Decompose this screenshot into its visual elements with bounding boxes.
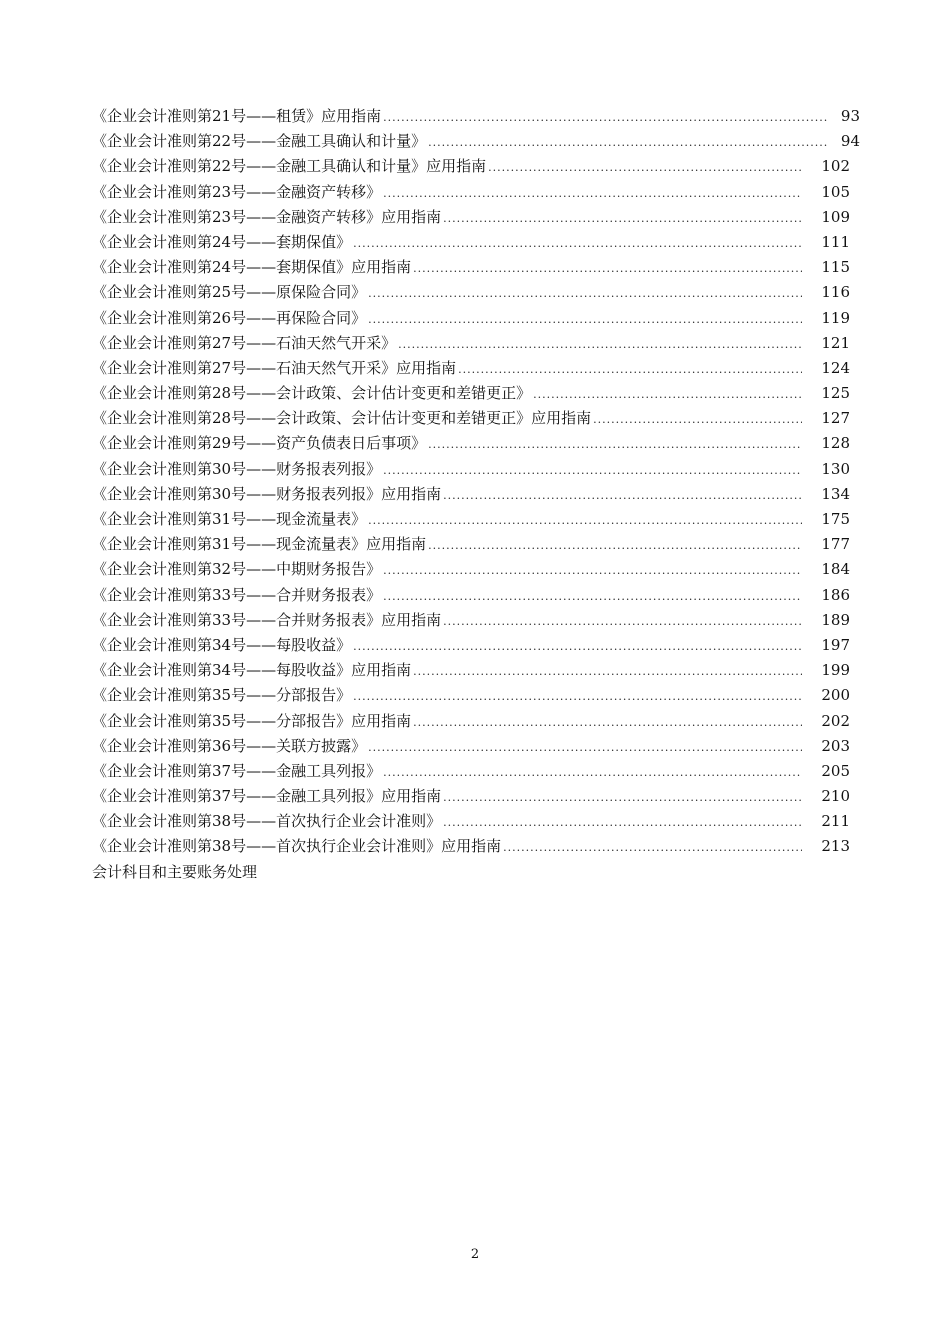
toc-entry-page: 197 <box>821 635 850 654</box>
toc-entry-page: 125 <box>821 384 850 403</box>
toc-entry-page: 111 <box>821 232 850 251</box>
toc-entry-title: 《企业会计准则第24号——套期保值》应用指南 <box>92 258 412 277</box>
toc-entry-title: 《企业会计准则第22号——金融工具确认和计量》 <box>92 132 427 151</box>
toc-entry[interactable] <box>92 834 860 859</box>
toc-dot-leader <box>443 810 802 835</box>
toc-entry-page: 94 <box>840 132 860 151</box>
toc-entry[interactable] <box>92 734 860 759</box>
toc-dot-leader <box>413 256 802 281</box>
toc-entry-title: 《企业会计准则第28号——会计政策、会计估计变更和差错更正》应用指南 <box>92 409 592 428</box>
toc-entry[interactable] <box>92 331 860 356</box>
toc-entry-title: 《企业会计准则第30号——财务报表列报》 <box>92 459 382 478</box>
toc-entry-page: 115 <box>821 258 850 277</box>
toc-entry[interactable] <box>92 406 860 431</box>
toc-entry[interactable] <box>92 104 860 129</box>
toc-entry[interactable] <box>92 431 860 456</box>
toc-entry-title: 《企业会计准则第34号——每股收益》应用指南 <box>92 661 412 680</box>
toc-entry-title: 《企业会计准则第34号——每股收益》 <box>92 635 352 654</box>
toc-dot-leader <box>383 458 802 483</box>
toc-entry-page: 134 <box>821 484 850 503</box>
toc-entry-page: 205 <box>821 761 850 780</box>
toc-entry-title: 《企业会计准则第23号——金融资产转移》应用指南 <box>92 207 442 226</box>
toc-dot-leader <box>443 609 802 634</box>
toc-entry[interactable] <box>92 381 860 406</box>
toc-entry-title: 《企业会计准则第23号——金融资产转移》 <box>92 182 382 201</box>
toc-entry-page: 121 <box>821 333 850 352</box>
toc-entry[interactable] <box>92 230 860 255</box>
toc-entry[interactable] <box>92 205 860 230</box>
toc-entry-title: 《企业会计准则第27号——石油天然气开采》 <box>92 333 397 352</box>
toc-dot-leader <box>428 533 802 558</box>
toc-dot-leader <box>413 710 802 735</box>
toc-entry[interactable] <box>92 633 860 658</box>
toc-entry-page: 93 <box>840 107 860 125</box>
toc-entry-page: 199 <box>821 661 850 680</box>
toc-entry[interactable] <box>92 154 860 179</box>
toc-entry-page: 189 <box>821 610 850 629</box>
toc-entry[interactable] <box>92 457 860 482</box>
toc-dot-leader <box>443 206 802 231</box>
toc-entry-title: 《企业会计准则第38号——首次执行企业会计准则》 <box>92 812 442 831</box>
toc-dot-leader <box>443 785 802 810</box>
toc-dot-leader <box>353 634 802 659</box>
toc-entry[interactable] <box>92 759 860 784</box>
toc-entry[interactable] <box>92 255 860 280</box>
toc-dot-leader <box>383 760 802 785</box>
toc-entry[interactable] <box>92 180 860 205</box>
toc-entry-title: 《企业会计准则第38号——首次执行企业会计准则》应用指南 <box>92 837 502 856</box>
toc-entry-page: 175 <box>821 510 850 528</box>
toc-entry[interactable] <box>92 809 860 834</box>
toc-dot-leader <box>383 584 802 609</box>
toc-entry-page: 210 <box>821 787 850 806</box>
toc-entry-title: 《企业会计准则第35号——分部报告》应用指南 <box>92 711 412 730</box>
toc-dot-leader <box>368 307 802 332</box>
toc-dot-leader <box>428 130 828 155</box>
toc-entry[interactable] <box>92 683 860 708</box>
toc-dot-leader <box>353 231 802 256</box>
toc-entry[interactable] <box>92 608 860 633</box>
toc-entry-title: 《企业会计准则第22号——金融工具确认和计量》应用指南 <box>92 157 487 176</box>
toc-dot-leader <box>383 558 802 583</box>
toc-entry-page: 186 <box>821 585 850 604</box>
toc-entry[interactable] <box>92 557 860 582</box>
toc-entry[interactable] <box>92 280 860 305</box>
toc-entry-title: 《企业会计准则第30号——财务报表列报》应用指南 <box>92 484 442 503</box>
toc-entry-page: 211 <box>821 812 850 831</box>
toc-entry-page: 116 <box>821 283 850 302</box>
toc-entry[interactable] <box>92 482 860 507</box>
toc-entry-title: 《企业会计准则第25号——原保险合同》 <box>92 283 367 302</box>
toc-entry-title: 《企业会计准则第32号——中期财务报告》 <box>92 560 382 579</box>
toc-dot-leader <box>368 508 802 533</box>
toc-entry-title: 《企业会计准则第31号——现金流量表》应用指南 <box>92 535 427 554</box>
toc-entry-page: 177 <box>821 535 850 554</box>
toc-dot-leader <box>488 155 802 180</box>
toc-entry-page: 119 <box>821 308 850 327</box>
toc-entry-page: 128 <box>821 434 850 453</box>
toc-dot-leader <box>368 281 802 306</box>
toc-entry-page: 200 <box>821 686 850 705</box>
toc-entry-page: 203 <box>821 736 850 755</box>
toc-entry-title: 《企业会计准则第37号——金融工具列报》 <box>92 761 382 780</box>
toc-dot-leader <box>503 835 802 860</box>
toc-dot-leader <box>458 357 802 382</box>
toc-entry[interactable] <box>92 306 860 331</box>
toc-dot-leader <box>383 181 802 206</box>
toc-entry-title: 《企业会计准则第24号——套期保值》 <box>92 232 352 251</box>
toc-entry-title: 《企业会计准则第36号——关联方披露》 <box>92 736 367 755</box>
toc-entry[interactable] <box>92 129 860 154</box>
toc-dot-leader <box>413 659 802 684</box>
toc-entry-title: 《企业会计准则第31号——现金流量表》 <box>92 510 367 528</box>
toc-entry-title: 《企业会计准则第29号——资产负债表日后事项》 <box>92 434 427 453</box>
toc-entry-title: 《企业会计准则第35号——分部报告》 <box>92 686 352 705</box>
toc-entry-title: 《企业会计准则第26号——再保险合同》 <box>92 308 367 327</box>
toc-entry-title: 《企业会计准则第33号——合并财务报表》应用指南 <box>92 610 442 629</box>
toc-entry-title: 《企业会计准则第28号——会计政策、会计估计变更和差错更正》 <box>92 384 532 403</box>
toc-entry-page: 130 <box>821 459 850 478</box>
toc-dot-leader <box>428 432 802 457</box>
toc-dot-leader <box>368 735 802 760</box>
toc-entry-title: 《企业会计准则第37号——金融工具列报》应用指南 <box>92 787 442 806</box>
toc-entry[interactable] <box>92 583 860 608</box>
table-of-contents <box>92 104 860 885</box>
toc-entry-page: 127 <box>821 409 850 428</box>
toc-dot-leader <box>533 382 802 407</box>
toc-dot-leader <box>383 105 828 130</box>
toc-entry-page: 102 <box>821 157 850 176</box>
toc-entry-page: 213 <box>821 837 850 856</box>
toc-entry-page: 202 <box>821 711 850 730</box>
toc-dot-leader <box>398 332 802 357</box>
toc-entry[interactable] <box>92 658 860 683</box>
toc-entry-page: 184 <box>821 560 850 579</box>
toc-dot-leader <box>353 684 802 709</box>
toc-dot-leader <box>443 483 802 508</box>
toc-entry-title: 《企业会计准则第27号——石油天然气开采》应用指南 <box>92 358 457 377</box>
toc-entry-page: 105 <box>821 182 850 201</box>
toc-entry-title: 《企业会计准则第33号——合并财务报表》 <box>92 585 382 604</box>
page-number: 2 <box>470 1247 480 1262</box>
toc-dot-leader <box>593 407 802 432</box>
toc-entry[interactable] <box>92 784 860 809</box>
toc-entry[interactable] <box>92 532 860 557</box>
toc-entry-title: 《企业会计准则第21号——租赁》应用指南 <box>92 107 382 125</box>
toc-entry-page: 109 <box>821 207 850 226</box>
toc-entry[interactable] <box>92 356 860 381</box>
toc-entry[interactable] <box>92 709 860 734</box>
toc-entry[interactable] <box>92 507 860 532</box>
toc-entry-page: 124 <box>821 358 850 377</box>
toc-section-heading[interactable]: 会计科目和主要账务处理 <box>92 862 258 881</box>
